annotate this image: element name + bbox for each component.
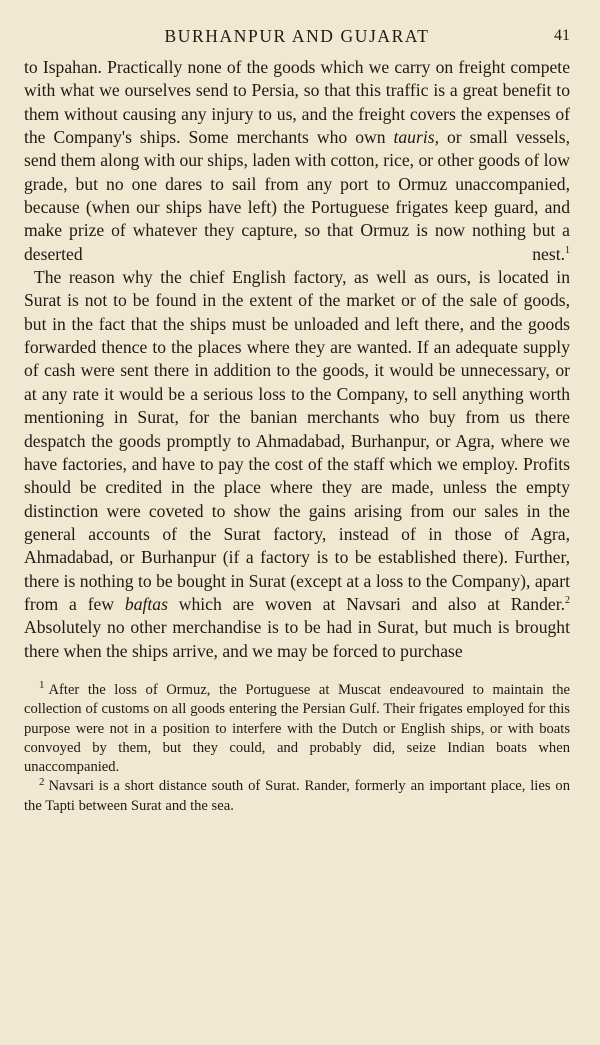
paragraph-text: Absolutely no other merchandise is to be had in Surat, but much is brought there when the ships arrive, and we may be forced to purchase: [24, 617, 570, 661]
footnote-ref: 2: [565, 595, 570, 607]
footnote-separator: [24, 663, 570, 681]
footnote-mark: 1: [39, 679, 45, 692]
page-header: [24, 22, 570, 56]
paragraph-text: The reason why the chief English factory, as well as ours, is located in Surat is not to be found in the extent of the market or of the sale of goods, but in the fact that the ships must be unloaded and left there, and the goods forwarded thence to the places where they are wanted. If an adequate supply of cash were sent there in addition to the goods, it would be unnecessary, or at any rate it would be a serious loss to the Company, to sell anything worth mentioning in Surat, for the banian merchants who buy from us there despatch the goods promptly to Ahmadabad, Burhanpur, or Agra, where we have factories, and have to pay the cost of the staff which we employ. Profits should be credited in the place where they are made, unless the empty distinction were coveted to show the gains arising from our sales in the general accounts of the Surat factory, instead of in those of Agra, Ahmadabad, or Burhanpur (if a factory is to be established there). Further, there is nothing to be bought in Surat (except at a loss to the Company), apart from a few: [24, 267, 570, 614]
footnotes: [24, 681, 570, 816]
body-text: [24, 56, 570, 663]
italic-term: baftas: [124, 593, 168, 614]
footnote-mark: 2: [39, 775, 45, 788]
footnote-2: [24, 777, 570, 816]
footnote-text: After the loss of Ormuz, the Portuguese at Muscat endeavoured to maintain the collection of customs on all goods entering the Persian Gulf. Their frigates employed for this purpose were not in a position to interfere with the Dutch or English ships, or with boats convoyed by them, but they could, and probably did, seize Indian boats when unaccompanied.: [24, 681, 570, 776]
italic-term: tauris,: [393, 127, 439, 148]
paragraph-1: [24, 56, 570, 266]
paragraph-2: [24, 266, 570, 663]
footnote-1: [24, 681, 570, 777]
footnote-text: Navsari is a short distance south of Surat. Rander, formerly an important place, lies on the Tapti between Surat and the sea.: [24, 778, 570, 814]
paragraph-text: to Ispahan. Practically none of the goods which we carry on freight compete with what we ourselves send to Persia, so that this traffic is a great benefit to them without causing any injury to us, and the freight covers the expenses of the Company's ships. Some merchants who own: [24, 57, 570, 148]
running-title: BURHANPUR AND GUJARAT: [164, 26, 430, 46]
page-number: 41: [554, 27, 570, 44]
book-page: [24, 22, 570, 816]
footnote-ref: 1: [565, 244, 570, 256]
paragraph-text: which are woven at Navsari and also at Rander.: [167, 593, 565, 614]
paragraph-text: or small vessels, send them along with our ships, laden with cotton, rice, or other goods of low grade, but no one dares to sail from any port to Ormuz unaccompanied, because (when our ships have left) the Portuguese frigates keep guard, and make prize of whatever they capture, so that Ormuz is now nothing but a deserted nest.: [24, 127, 570, 264]
